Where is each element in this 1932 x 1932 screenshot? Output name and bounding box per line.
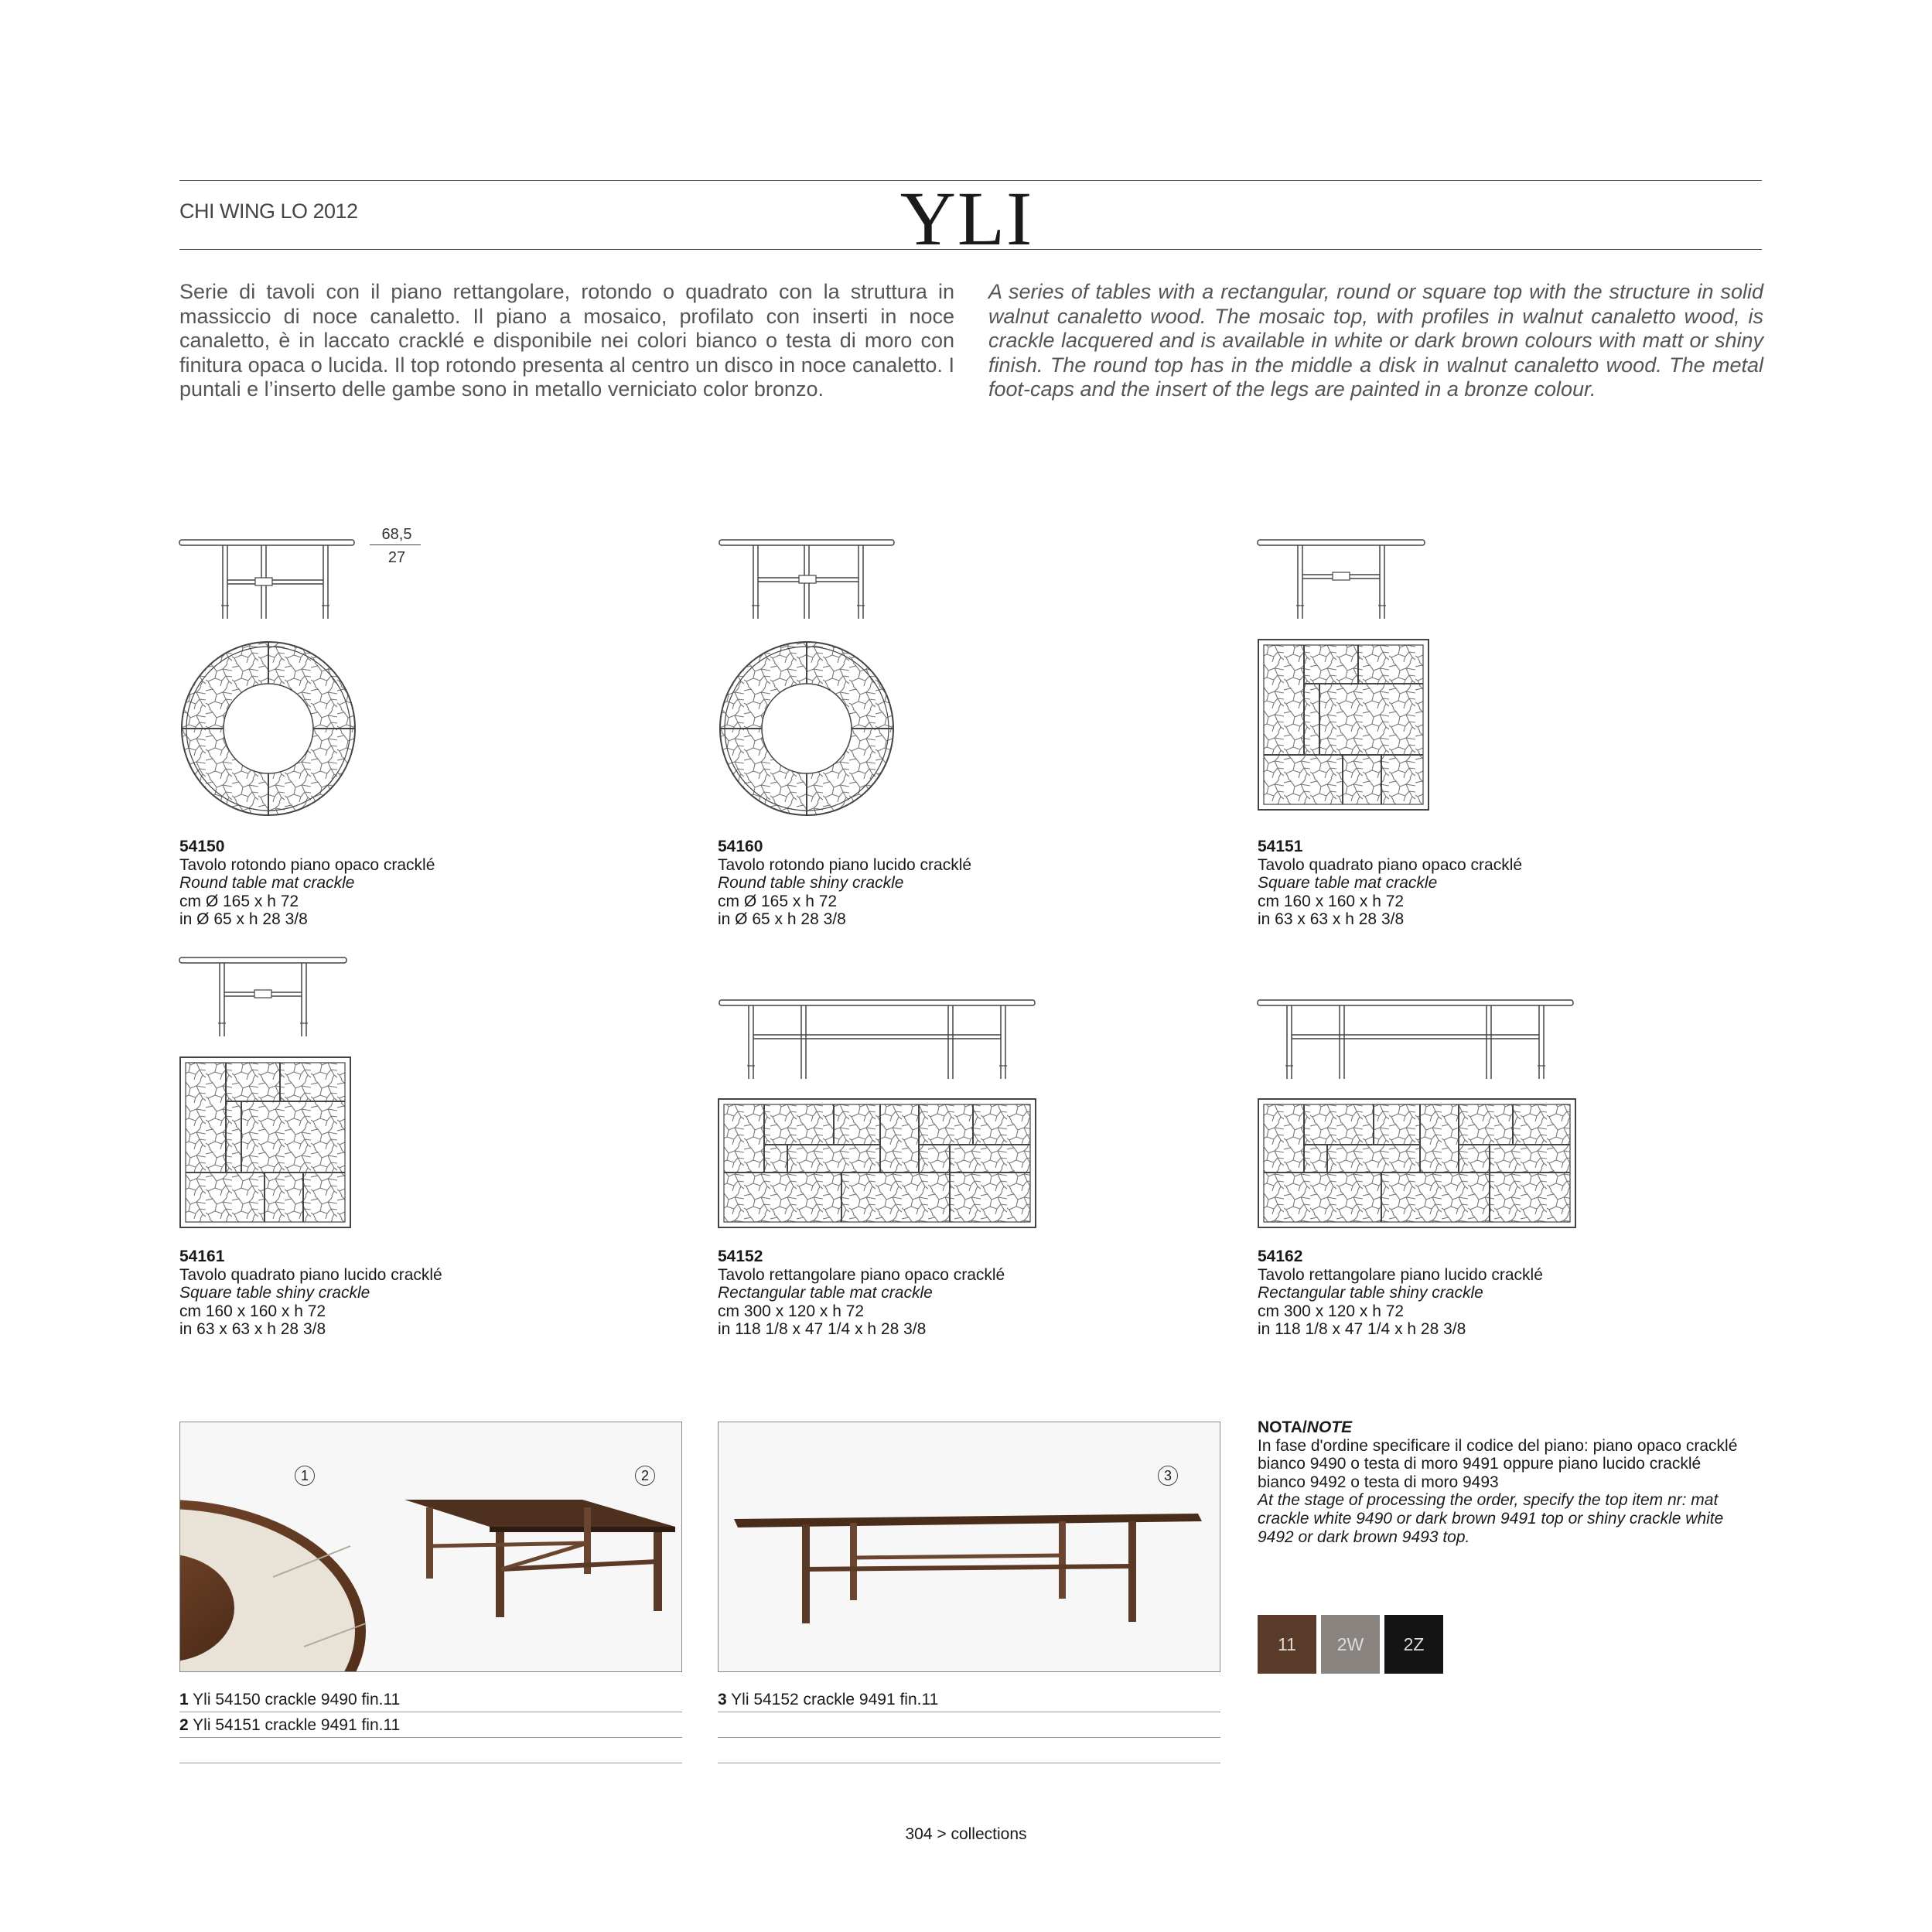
- header-bottom-rule: [179, 249, 1762, 250]
- product-name-it: Tavolo rettangolare piano opaco cracklé: [718, 1265, 1005, 1284]
- photo-table-3: [718, 1422, 1220, 1672]
- product-code: 54151: [1258, 838, 1303, 855]
- note-title: [1258, 1418, 1753, 1437]
- photo-caption-num: 2: [179, 1716, 189, 1734]
- product-name-en: Round table mat crackle: [179, 874, 355, 892]
- top-view-54161: [179, 1056, 351, 1228]
- photo-caption-2: [179, 1715, 400, 1736]
- product-name-en: Round table shiny crackle: [718, 874, 904, 892]
- photo-tables-1-2: [179, 1422, 682, 1672]
- finish-swatch-11: 11: [1258, 1615, 1316, 1674]
- product-caption-54161: [179, 1248, 613, 1339]
- product-name-it: Tavolo quadrato piano lucido cracklé: [179, 1265, 442, 1284]
- top-view-54162: [1258, 1098, 1576, 1228]
- elevation-54160: [718, 538, 903, 623]
- top-view-54160: [718, 640, 896, 818]
- description-italian: Serie di tavoli con il piano rettangolare, rotondo o quadrato con la struttura in massiccio di noce canaletto. Il piano a mosaico, profilato con inserti in noce canaletto, è in laccato cracklé e disponibile nei colori bianco o testa di moro con finitura opaca o lucida. Il top rotondo presenta al centro un disco in noce canaletto. I puntali e l’inserto delle gambe sono in metallo verniciato color bronzo.: [179, 280, 954, 401]
- finish-swatch-2z: 2Z: [1384, 1615, 1443, 1674]
- note-title-sep: /: [1302, 1418, 1307, 1436]
- page-footer: 304 > collections: [905, 1825, 1027, 1843]
- description-english: A series of tables with a rectangular, round or square top with the structure in solid walnut canaletto wood. The mosaic top, with profiles in walnut canaletto wood, is crackle lacquered and is available in white or dark brown colours with matt or shiny finish. The round top has in the middle a disk in walnut canaletto wood. The metal foot-caps and the insert of the legs are painted in a bronze colour.: [988, 280, 1763, 401]
- product-dim-in: in 118 1/8 x 47 1/4 x h 28 3/8: [718, 1320, 927, 1338]
- note-title-en: NOTE: [1306, 1418, 1353, 1436]
- elevation-54150: [178, 538, 364, 623]
- product-code: 54162: [1258, 1248, 1303, 1265]
- photo-caption-text: Yli 54152 crackle 9491 fin.11: [731, 1691, 939, 1708]
- caption-rule: [179, 1737, 682, 1738]
- designer-credit: CHI WING LO 2012: [179, 200, 358, 223]
- product-caption-54150: [179, 838, 613, 929]
- finish-swatch-2w: 2W: [1321, 1615, 1380, 1674]
- product-name-it: Tavolo quadrato piano opaco cracklé: [1258, 855, 1523, 874]
- product-dim-in: in Ø 65 x h 28 3/8: [179, 910, 308, 928]
- note-title-it: NOTA: [1258, 1418, 1302, 1436]
- product-name-it: Tavolo rettangolare piano lucido cracklé: [1258, 1265, 1543, 1284]
- photo-caption-text: Yli 54151 crackle 9491 fin.11: [193, 1716, 401, 1734]
- product-name-it: Tavolo rotondo piano lucido cracklé: [718, 855, 972, 874]
- product-dim-in: in 118 1/8 x 47 1/4 x h 28 3/8: [1258, 1320, 1466, 1338]
- product-code: 54161: [179, 1248, 225, 1265]
- product-dim-in: in 63 x 63 x h 28 3/8: [1258, 910, 1405, 928]
- collection-title: YLI: [899, 176, 1034, 261]
- elevation-54161: [178, 955, 356, 1040]
- product-name-en: Rectangular table mat crackle: [718, 1284, 933, 1302]
- elevation-54151: [1256, 538, 1434, 623]
- product-name-en: Square table mat crackle: [1258, 874, 1438, 892]
- photo-illustration-1-2: [180, 1422, 681, 1671]
- product-dim-cm: cm 160 x 160 x h 72: [1258, 892, 1405, 910]
- product-caption-54151: [1258, 838, 1691, 929]
- note-text-it: In fase d'ordine specificare il codice del piano: piano opaco cracklé bianco 9490 o testa di moro 9491 oppure piano lucido cracklé bianco 9492 o testa di moro 9493: [1258, 1436, 1738, 1491]
- dimension-27: 27: [387, 549, 406, 566]
- photo-caption-num: 1: [179, 1691, 189, 1708]
- elevation-54152: [718, 998, 1043, 1083]
- product-code: 54152: [718, 1248, 763, 1265]
- product-name-en: Square table shiny crackle: [179, 1284, 370, 1302]
- product-dim-cm: cm 300 x 120 x h 72: [1258, 1302, 1405, 1320]
- product-dim-in: in Ø 65 x h 28 3/8: [718, 910, 846, 928]
- product-dim-cm: cm 160 x 160 x h 72: [179, 1302, 326, 1320]
- photo-marker-2: 2: [635, 1466, 655, 1486]
- product-name-it: Tavolo rotondo piano opaco cracklé: [179, 855, 435, 874]
- photo-marker-1: 1: [295, 1466, 315, 1486]
- order-note: [1258, 1418, 1753, 1546]
- product-dim-in: in 63 x 63 x h 28 3/8: [179, 1320, 326, 1338]
- top-view-54151: [1258, 639, 1429, 811]
- dimension-68-5: 68,5: [381, 526, 412, 543]
- top-view-54150: [179, 640, 357, 818]
- product-dim-cm: cm Ø 165 x h 72: [718, 892, 838, 910]
- product-caption-54160: [718, 838, 1151, 929]
- product-caption-54162: [1258, 1248, 1691, 1339]
- elevation-54162: [1256, 998, 1581, 1083]
- product-dim-cm: cm Ø 165 x h 72: [179, 892, 299, 910]
- photo-caption-3: [718, 1689, 938, 1711]
- product-code: 54150: [179, 838, 225, 855]
- product-code: 54160: [718, 838, 763, 855]
- product-dim-cm: cm 300 x 120 x h 72: [718, 1302, 865, 1320]
- product-name-en: Rectangular table shiny crackle: [1258, 1284, 1483, 1302]
- note-text-en: At the stage of processing the order, specify the top item nr: mat crackle white 9490 or dark brown 9491 top or shiny crackle white 9492 or dark brown 9493 top.: [1258, 1491, 1724, 1546]
- product-caption-54152: [718, 1248, 1151, 1339]
- photo-caption-text: Yli 54150 crackle 9490 fin.11: [193, 1691, 401, 1708]
- photo-caption-1: [179, 1689, 400, 1711]
- top-view-54152: [718, 1098, 1036, 1228]
- caption-rule: [718, 1737, 1220, 1738]
- photo-marker-3: 3: [1158, 1466, 1178, 1486]
- photo-caption-num: 3: [718, 1691, 727, 1708]
- dimension-divider: [370, 544, 421, 545]
- photo-illustration-3: [719, 1422, 1220, 1671]
